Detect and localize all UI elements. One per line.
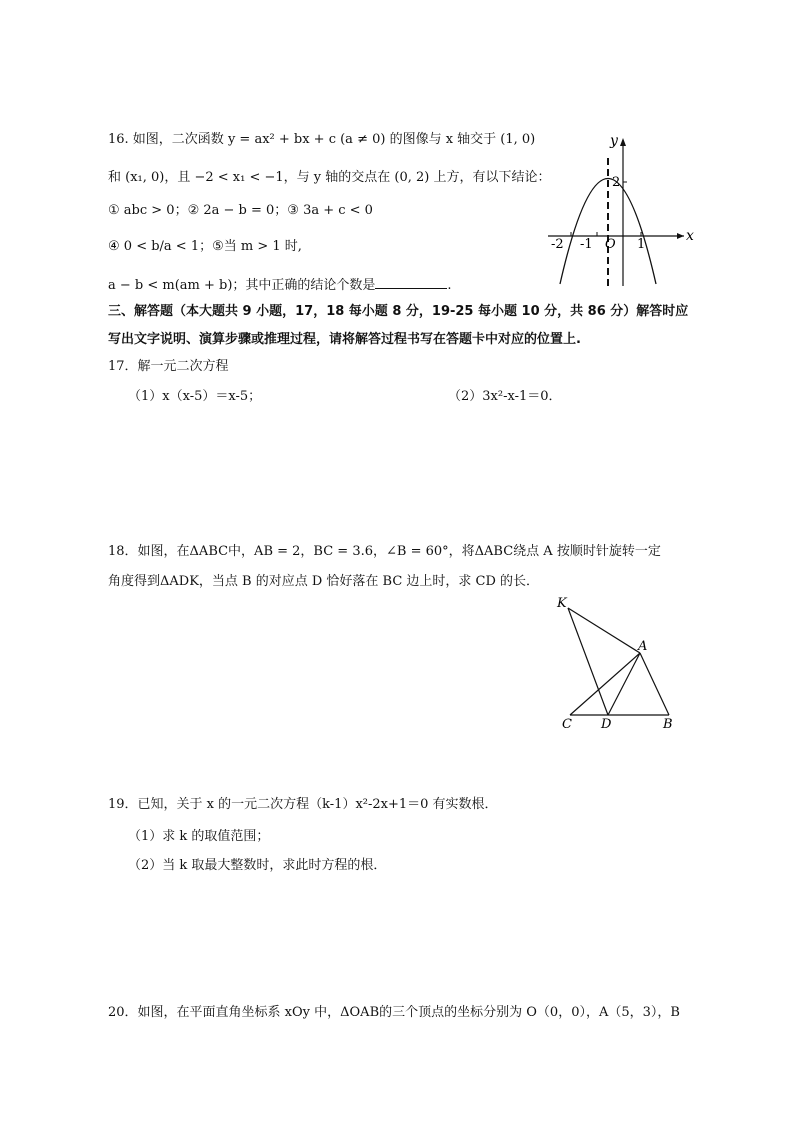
q20-line-1: 20．如图，在平面直角坐标系 xOy 中，ΔOAB的三个顶点的坐标分别为 O（0，0），A（5，3），B [108, 1005, 680, 1020]
answer-blank [375, 274, 447, 289]
label-B: B [663, 717, 673, 732]
q19-line-1: 19．已知，关于 x 的一元二次方程（k-1）x²-2x+1＝0 有实数根． [108, 797, 498, 812]
triangle-figure [550, 590, 690, 735]
section-3-instructions-2: 写出文字说明、演算步骤或推理过程，请将解答过程书写在答题卡中对应的位置上. [108, 332, 581, 347]
q17-title: 17．解一元二次方程 [108, 359, 229, 374]
y-axis-label: y [610, 133, 618, 149]
q17-part-1: （1）x（x-5）＝x-5； [128, 389, 262, 404]
y-axis-arrow [620, 138, 626, 146]
parabola-graph [545, 130, 705, 290]
q19-part-2: （2）当 k 取最大整数时，求此时方程的根． [128, 858, 387, 873]
origin-label: O [605, 237, 616, 252]
tick-label-2: 2 [612, 175, 621, 190]
tick-label-1: 1 [637, 237, 646, 252]
q16-line-5 [108, 274, 452, 296]
q18-line-1: 18．如图，在ΔABC中，AB = 2，BC = 3.6，∠B = 60°，将ΔABC绕点 A 按顺时针旋转一定 [108, 544, 661, 559]
label-A: A [638, 639, 648, 654]
section-3-instructions-1: 三、解答题（本大题共 9 小题，17，18 每小题 8 分，19-25 每小题 10 分，共 86 分）解答时应 [108, 304, 689, 319]
q18-line-2: 角度得到ΔADK，当点 B 的对应点 D 恰好落在 BC 边上时，求 CD 的长． [108, 574, 540, 589]
x-axis-label: x [686, 228, 694, 244]
x-axis-arrow [677, 233, 684, 239]
q16-line-4: ④ 0 < b/a < 1；⑤当 m > 1 时, [108, 239, 302, 254]
segment-AB [640, 653, 669, 715]
q16-line-1: 16. 如图，二次函数 y = ax² + bx + c (a ≠ 0) 的图像与 x 轴交于 (1, 0) [108, 132, 536, 147]
segment-KA [568, 608, 640, 653]
q16-line-5-end: . [447, 278, 452, 293]
q16-line-3: ① abc > 0；② 2a − b = 0；③ 3a + c < 0 [108, 203, 373, 218]
tick-label-neg2: -2 [551, 237, 564, 252]
q17-part-2: （2）3x²-x-1＝0． [448, 389, 562, 404]
label-C: C [562, 717, 572, 732]
q19-part-1: （1）求 k 的取值范围； [128, 829, 270, 844]
tick-label-neg1: -1 [580, 237, 593, 252]
q16-line-5-text: a − b < m(am + b)；其中正确的结论个数是 [108, 278, 376, 293]
q16-line-2: 和 (x₁, 0)，且 −2 < x₁ < −1，与 y 轴的交点在 (0, 2) 上方，有以下结论： [108, 170, 551, 185]
label-D: D [601, 717, 612, 732]
segment-AD [608, 653, 640, 715]
label-K: K [557, 596, 567, 611]
